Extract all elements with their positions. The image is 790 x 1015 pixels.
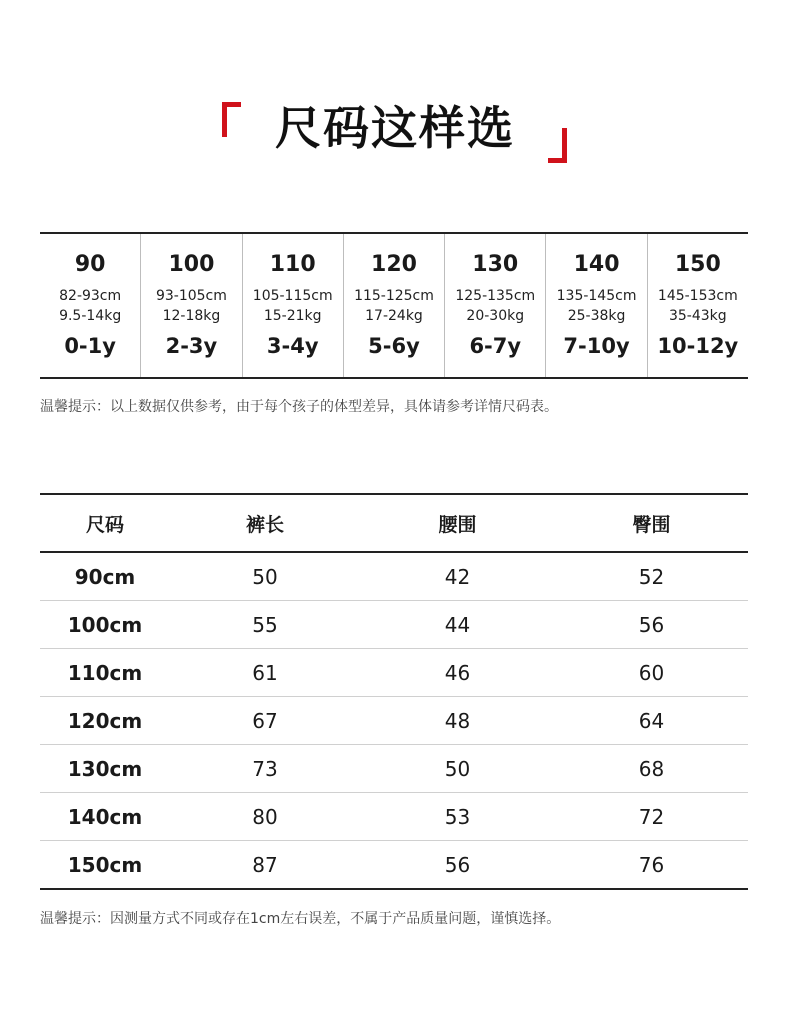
header-waist: 腰围 (360, 494, 555, 552)
cell-waist: 46 (360, 649, 555, 697)
weight-range: 20-30kg (466, 308, 525, 324)
age-range: 7-10y (563, 334, 630, 358)
size-column (243, 234, 344, 377)
cell-size: 110cm (40, 649, 170, 697)
size-number: 90 (74, 252, 106, 277)
height-range: 115-125cm (354, 288, 434, 304)
cell-hip: 76 (638, 852, 665, 877)
height-range: 82-93cm (59, 288, 122, 304)
size-column (40, 234, 141, 377)
table-row (40, 601, 748, 649)
table-row (40, 841, 748, 890)
size-column (445, 234, 546, 377)
cell-hip: 72 (555, 793, 748, 841)
cell-pants-length: 50 (170, 552, 360, 601)
height-range: 93-105cm (155, 288, 227, 304)
size-column (344, 234, 445, 377)
size-number: 140 (573, 252, 620, 277)
cell-waist: 56 (444, 852, 471, 877)
weight-range: 17-24kg (365, 308, 423, 324)
cell-pants-length: 61 (170, 649, 360, 697)
size-number: 120 (371, 252, 417, 277)
size-guide-note: 温馨提示：以上数据仅供参考，由于每个孩子的体型差异，具体请参考详情尺码表。 (40, 399, 558, 415)
cell-hip: 52 (555, 552, 748, 601)
cell-size: 100cm (40, 601, 170, 649)
height-range: 125-135cm (455, 288, 536, 304)
table-row (40, 793, 748, 841)
cell-size: 150cm (67, 852, 143, 877)
age-range: 0-1y (64, 334, 116, 358)
weight-range: 9.5-14kg (59, 308, 122, 324)
header-hip: 臀围 (555, 494, 748, 552)
table-row (40, 745, 748, 793)
cell-waist: 53 (360, 793, 555, 841)
cell-pants-length: 73 (170, 745, 360, 793)
height-range: 105-115cm (252, 288, 333, 304)
table-row (40, 649, 748, 697)
title-bracket-right (548, 128, 567, 163)
size-column (141, 234, 242, 377)
cell-hip: 60 (555, 649, 748, 697)
cell-size: 130cm (40, 745, 170, 793)
cell-pants-length: 80 (170, 793, 360, 841)
cell-hip: 56 (555, 601, 748, 649)
header-pants-length: 裤长 (170, 494, 360, 552)
cell-size: 90cm (40, 552, 170, 601)
age-range: 6-7y (469, 334, 522, 358)
age-range: 5-6y (368, 334, 420, 358)
table-row (40, 552, 748, 601)
table-row (40, 697, 748, 745)
weight-range: 35-43kg (668, 308, 727, 324)
page-title: 尺码这样选 (275, 101, 515, 155)
size-column (546, 234, 647, 377)
cell-hip: 68 (555, 745, 748, 793)
cell-waist: 50 (360, 745, 555, 793)
height-range: 135-145cm (556, 288, 637, 304)
cell-waist: 42 (360, 552, 555, 601)
cell-size: 120cm (40, 697, 170, 745)
cell-hip: 64 (555, 697, 748, 745)
measurement-note: 温馨提示：因测量方式不同或存在1cm左右误差，不属于产品质量问题，谨慎选择。 (40, 911, 561, 927)
size-number: 100 (168, 252, 215, 277)
size-column (648, 234, 748, 377)
cell-pants-length: 67 (170, 697, 360, 745)
size-number: 130 (472, 252, 519, 277)
cell-pants-length: 55 (170, 601, 360, 649)
header-size: 尺码 (40, 494, 170, 552)
weight-range: 25-38kg (567, 308, 626, 324)
size-number: 150 (674, 252, 721, 277)
cell-waist: 44 (360, 601, 555, 649)
cell-waist: 48 (360, 697, 555, 745)
cell-pants-length: 87 (252, 852, 278, 877)
weight-range: 12-18kg (162, 308, 221, 324)
height-range: 145-153cm (657, 288, 738, 304)
age-range: 10-12y (657, 334, 739, 358)
size-guide-table (40, 232, 748, 379)
weight-range: 15-21kg (263, 308, 322, 324)
table-header-row (40, 494, 748, 552)
age-range: 3-4y (266, 334, 319, 358)
size-number: 110 (269, 252, 316, 277)
cell-size: 140cm (40, 793, 170, 841)
age-range: 2-3y (165, 334, 218, 358)
measurement-table (40, 493, 748, 890)
